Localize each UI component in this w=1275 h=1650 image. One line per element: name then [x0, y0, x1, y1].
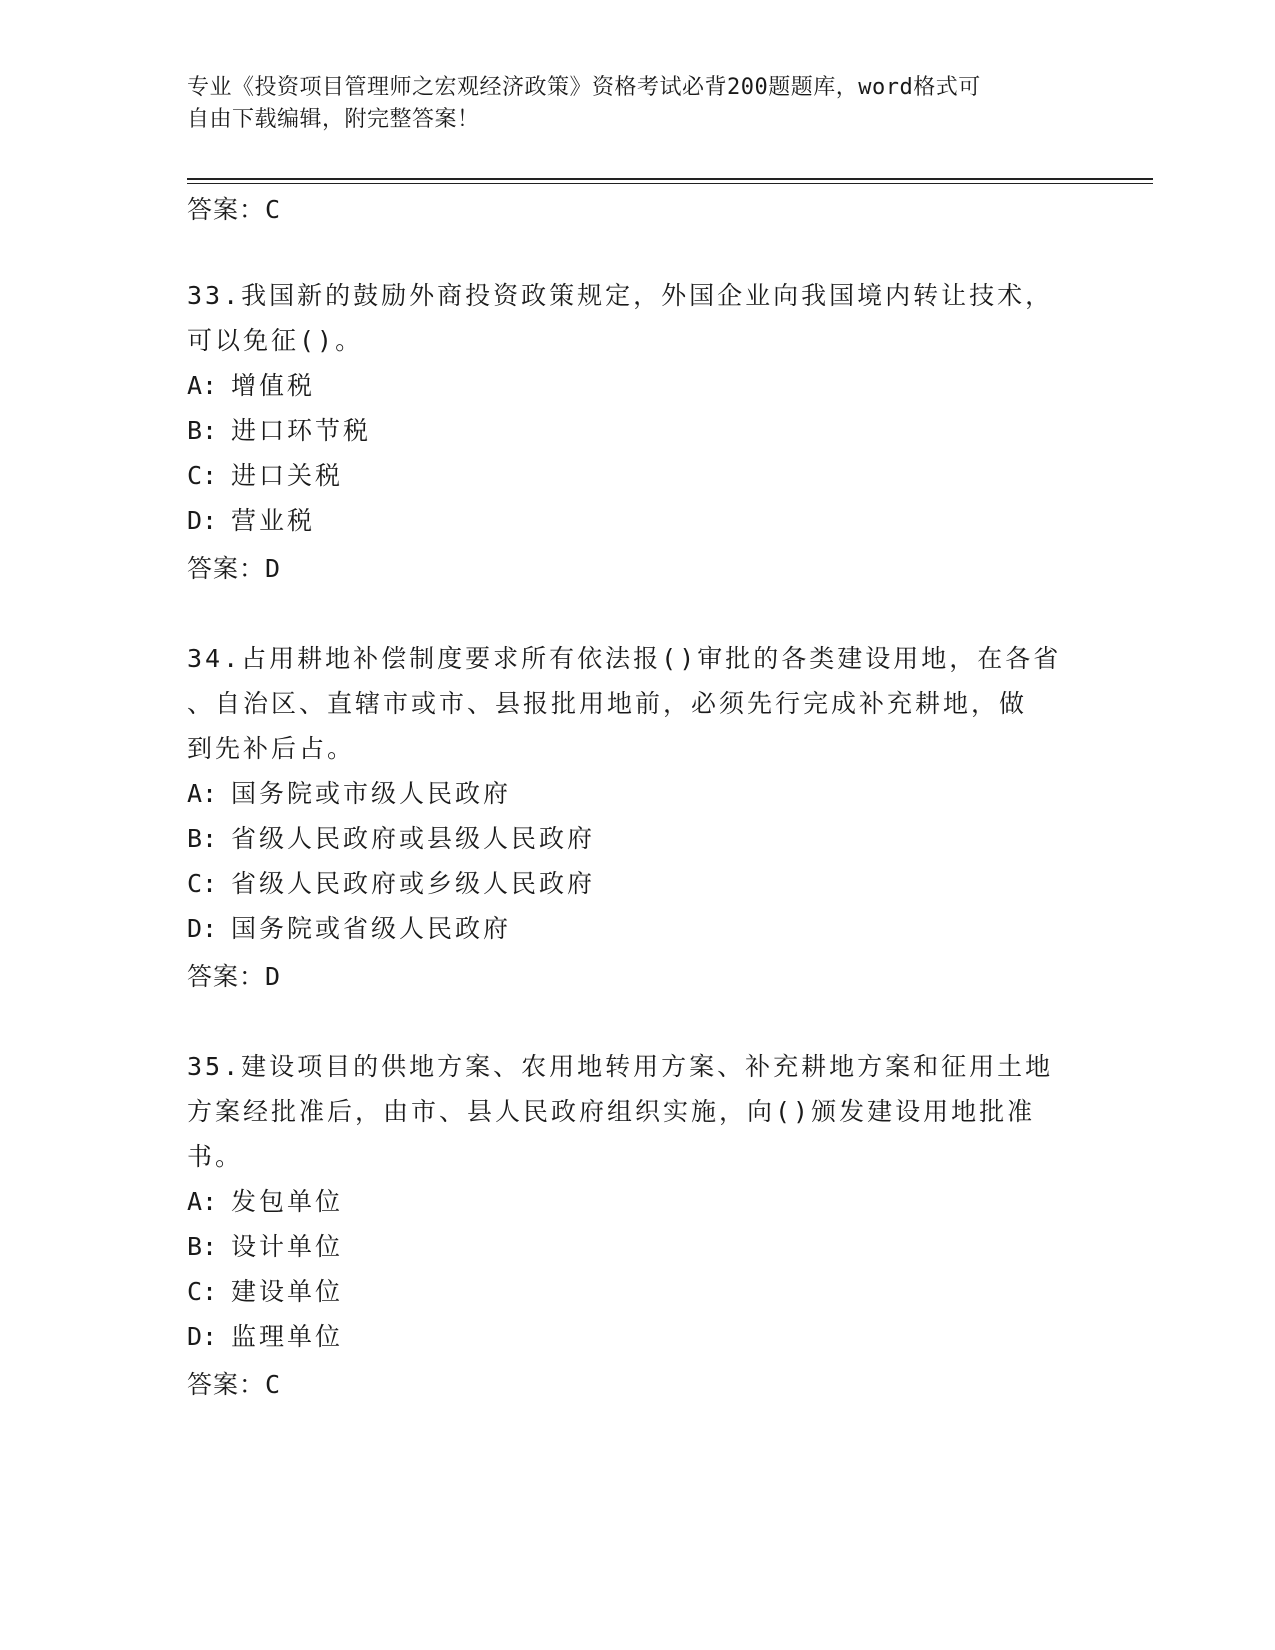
- option-a: [187, 1179, 1087, 1224]
- option-letter: D:: [187, 914, 218, 943]
- answer-label: 答案：: [187, 1370, 266, 1399]
- question-stem: [187, 1044, 1087, 1179]
- header-divider-thick: [187, 178, 1153, 180]
- answer-label: 答案：: [187, 554, 266, 583]
- answer-34: [187, 960, 281, 994]
- option-letter: B:: [187, 824, 218, 853]
- question-stem: [187, 636, 1087, 771]
- option-letter: B:: [187, 416, 218, 445]
- answer-value: C: [265, 1370, 282, 1399]
- option-text: 设计单位: [231, 1232, 344, 1261]
- option-text: 省级人民政府或县级人民政府: [231, 824, 596, 853]
- previous-answer: [187, 193, 281, 227]
- answer-label: 答案：: [187, 195, 266, 224]
- stem-line: 可以免征()。: [187, 326, 364, 355]
- header-line-2: 自由下载编辑，附完整答案！: [187, 107, 480, 132]
- option-text: 营业税: [231, 506, 316, 535]
- option-text: 国务院或市级人民政府: [231, 779, 512, 808]
- option-letter: B:: [187, 1232, 218, 1261]
- stem-line: 、自治区、直辖市或市、县报批用地前，必须先行完成补充耕地，做: [187, 689, 1028, 718]
- question-stem: [187, 273, 1087, 363]
- answer-label: 答案：: [187, 962, 266, 991]
- option-d: [187, 1314, 1087, 1359]
- option-text: 进口环节税: [231, 416, 372, 445]
- option-letter: C:: [187, 461, 218, 490]
- option-letter: A:: [187, 779, 218, 808]
- option-text: 国务院或省级人民政府: [231, 914, 512, 943]
- option-b: [187, 1224, 1087, 1269]
- stem-line: 34.占用耕地补偿制度要求所有依法报()审批的各类建设用地，在各省: [187, 644, 1062, 673]
- stem-line: 书。: [187, 1142, 244, 1171]
- option-c: [187, 1269, 1087, 1314]
- answer-value: D: [265, 962, 282, 991]
- option-letter: A:: [187, 1187, 218, 1216]
- option-text: 省级人民政府或乡级人民政府: [231, 869, 596, 898]
- option-c: [187, 861, 1087, 906]
- option-text: 进口关税: [231, 461, 344, 490]
- answer-33: [187, 552, 281, 586]
- stem-line: 方案经批准后，由市、县人民政府组织实施，向()颁发建设用地批准: [187, 1097, 1036, 1126]
- option-letter: C:: [187, 869, 218, 898]
- option-b: [187, 408, 1087, 453]
- question-35: [187, 1044, 1087, 1359]
- option-text: 发包单位: [231, 1187, 344, 1216]
- option-a: [187, 363, 1087, 408]
- option-letter: D:: [187, 506, 218, 535]
- answer-value: D: [265, 554, 282, 583]
- option-letter: D:: [187, 1322, 218, 1351]
- option-letter: A:: [187, 371, 218, 400]
- option-text: 增值税: [231, 371, 316, 400]
- question-33: [187, 273, 1087, 543]
- option-a: [187, 771, 1087, 816]
- document-header: [187, 72, 1067, 136]
- option-letter: C:: [187, 1277, 218, 1306]
- option-d: [187, 906, 1087, 951]
- question-34: [187, 636, 1087, 951]
- option-text: 建设单位: [231, 1277, 344, 1306]
- stem-line: 到先补后占。: [187, 734, 356, 763]
- header-divider-thin: [187, 183, 1153, 184]
- answer-35: [187, 1368, 281, 1402]
- option-text: 监理单位: [231, 1322, 344, 1351]
- answer-value: C: [265, 195, 282, 224]
- option-b: [187, 816, 1087, 861]
- option-c: [187, 453, 1087, 498]
- stem-line: 33.我国新的鼓励外商投资政策规定，外国企业向我国境内转让技术，: [187, 281, 1054, 310]
- header-line-1: 专业《投资项目管理师之宏观经济政策》资格考试必背200题题库，word格式可: [187, 75, 981, 100]
- option-d: [187, 498, 1087, 543]
- stem-line: 35.建设项目的供地方案、农用地转用方案、补充耕地方案和征用土地: [187, 1052, 1054, 1081]
